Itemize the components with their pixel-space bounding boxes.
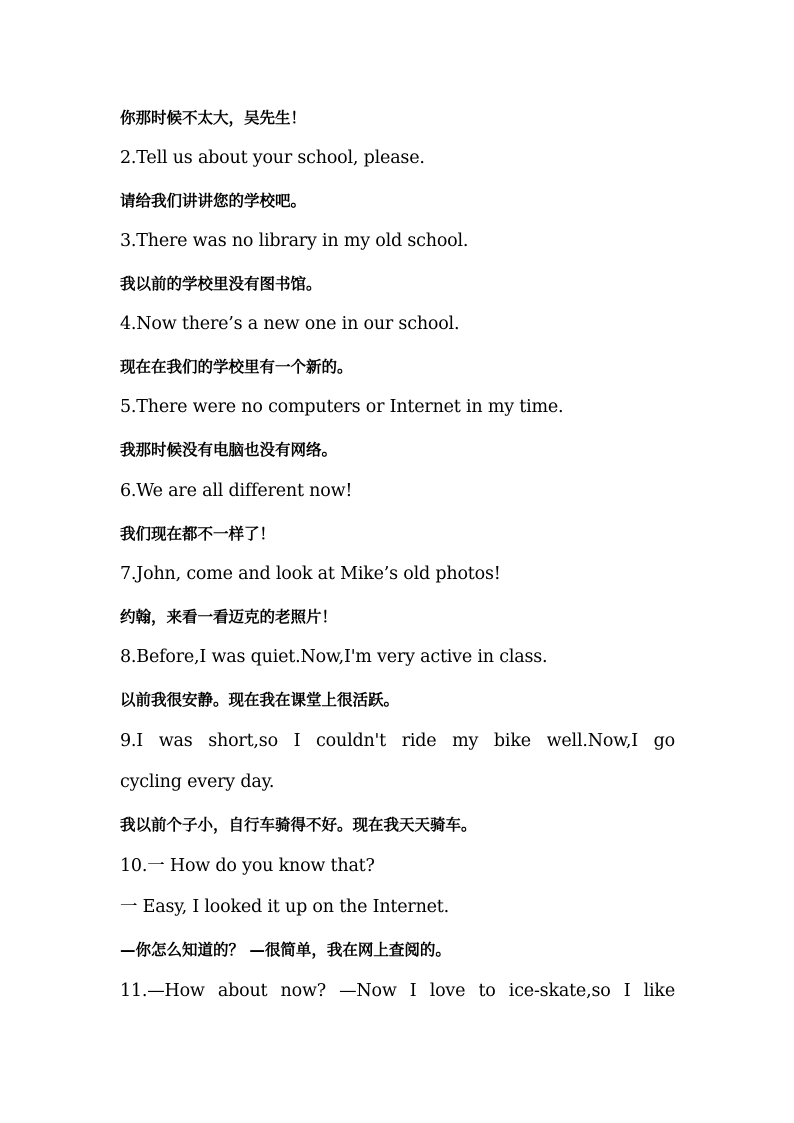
translation-line-8: 以前我很安静。现在我在课堂上很活跃。 bbox=[120, 691, 400, 709]
sentence-8: 8.Before,I was quiet.Now,I'm very active in class. bbox=[120, 647, 548, 667]
sentence-7: 7.John, come and look at Mike’s old photos! bbox=[120, 564, 501, 584]
translation-line-1: 你那时候不太大，吴先生！ bbox=[120, 109, 307, 127]
translation-line-9: 我以前个子小，自行车骑得不好。现在我天天骑车。 bbox=[120, 816, 477, 834]
sentence-6: 6.We are all different now! bbox=[120, 481, 353, 501]
sentence-10-answer: 一 Easy, I looked it up on the Internet. bbox=[120, 897, 449, 917]
sentence-11: 11.—How about now? —Now I love to ice-skate,so I like bbox=[120, 981, 675, 1001]
translation-line-7: 约翰，来看一看迈克的老照片！ bbox=[120, 608, 338, 626]
sentence-9: 9.I was short,so I couldn't ride my bike well.Now,I go bbox=[120, 731, 675, 751]
translation-line-5: 我那时候没有电脑也没有网络。 bbox=[120, 441, 338, 459]
sentence-9-continued: cycling every day. bbox=[120, 772, 275, 792]
sentence-10-question: 10.一 How do you know that? bbox=[120, 856, 375, 876]
sentence-5: 5.There were no computers or Internet in my time. bbox=[120, 397, 564, 417]
translation-line-6: 我们现在都不一样了！ bbox=[120, 525, 276, 543]
translation-line-3: 我以前的学校里没有图书馆。 bbox=[120, 275, 322, 293]
translation-line-2: 请给我们讲讲您的学校吧。 bbox=[120, 192, 307, 210]
sentence-3: 3.There was no library in my old school. bbox=[120, 231, 469, 251]
sentence-4: 4.Now there’s a new one in our school. bbox=[120, 314, 460, 334]
translation-line-10: —你怎么知道的？ —很简单，我在网上查阅的。 bbox=[120, 941, 451, 959]
sentence-2: 2.Tell us about your school, please. bbox=[120, 148, 425, 168]
translation-line-4: 现在在我们的学校里有一个新的。 bbox=[120, 358, 353, 376]
